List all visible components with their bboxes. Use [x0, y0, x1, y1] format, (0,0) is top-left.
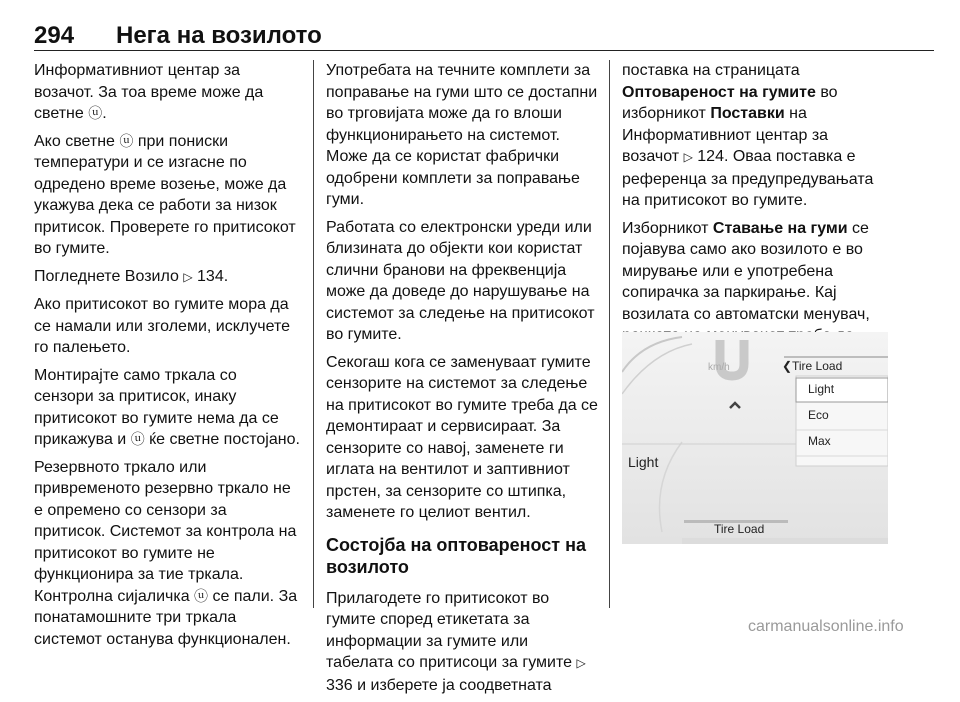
paragraph: Резервното тркало или привременото резервно тркало не е опремено со сензори за притисок. Системот за контрола на притисокот во гумите не функционира за тие тркала. Контролна сијаличка ⓤ се пали. За понатамошните три тркала системот останува функционален.	[34, 458, 298, 648]
tire-pressure-warning-icon: ⓤ	[130, 431, 145, 447]
column-3	[622, 60, 888, 374]
back-arrow-icon[interactable]: ❮	[782, 359, 793, 373]
tire-pressure-warning-icon: ⓤ	[119, 132, 134, 149]
tire-pressure-warning-icon: ⓤ	[88, 105, 103, 121]
page-reference[interactable]: 336	[326, 676, 353, 694]
option-max[interactable]: Max	[808, 434, 831, 448]
watermark: carmanualsonline.info	[748, 618, 904, 635]
paragraph: Погледнете Возило ▷ 134.	[34, 267, 229, 285]
footer-label: Tire Load	[714, 522, 765, 536]
menu-name: Оптовареност на гумите	[622, 83, 816, 101]
paragraph: поставка на страницата Оптовареност на гумите во изборникот Поставки на Информативниот центар за возачот ▷ 124. Оваа поставка е референца за предупредувањата на притисокот во гумите.	[622, 62, 874, 209]
paragraph: Монтирајте само тркала со сензори за притисок, инаку притисокот во гумите нема да се прикажува и ⓤ ќе светне постојано.	[34, 366, 300, 448]
tire-pressure-warning-icon: ⓤ	[194, 587, 209, 604]
menu-title: Tire Load	[792, 359, 843, 373]
column-2	[326, 60, 598, 702]
paragraph: Работата со електронски уреди или близината до објекти кои користат слични бранови на фреквенција може да доведе до нарушување на системот за следење на притисокот во гумите.	[326, 218, 595, 343]
column-1	[34, 60, 300, 656]
speed-unit-label: km/h	[708, 362, 730, 373]
paragraph: Информативниот центар за возачот. За тоа време може да светне ⓤ.	[34, 62, 264, 122]
paragraph: Секогаш кога се заменуваат гумите сензорите на системот за следење на притисокот во гумите треба да се демонтираат и сервисираат. За сензорите со навој, заменете ги иглата на вентилот и заптивниот прстен, за сензорите со штипка, заменете го целиот вентил.	[326, 353, 598, 521]
option-eco[interactable]: Eco	[808, 408, 829, 422]
paragraph: Ако притисокот во гумите мора да се намали или зголеми, исклучете го палењето.	[34, 296, 290, 356]
display-graphic	[622, 332, 888, 544]
menu-name: Ставање на гуми	[712, 219, 848, 237]
paragraph: Употребата на течните комплети за поправање на гуми што се достапни во трговијата може да го влоши функционирањето на системот. Може да се користат фабрички одобрени комплети за поправање гуми.	[326, 62, 598, 208]
page-title: Нега на возилото	[116, 22, 322, 49]
paragraph: Изборникот Ставање на гуми се појавува само ако возилото е во мирување или е употребена сопирачка за паркирање. Кај возилата со автоматски менувач,	[622, 218, 888, 369]
column-divider	[313, 60, 314, 608]
page-number: 294	[34, 22, 75, 49]
reference-arrow-icon: ▷	[183, 269, 193, 284]
reference-arrow-icon: ▷	[683, 150, 693, 164]
page-header	[34, 22, 934, 50]
section-heading: Состојба на оптовареност на возилото	[326, 534, 586, 577]
page-reference[interactable]: 134	[197, 267, 224, 285]
paragraph: Ако светне ⓤ при пониски температури и се изгасне по одредено време возење, може да укажува дека се работи за низок притисок. Проверете го притисокот во гумите.	[34, 132, 296, 257]
column-divider	[609, 60, 610, 608]
paragraph: Прилагодете го притисокот во гумите според етикетата за информации за гумите или табелата со притисоци за гумите ▷ 336 и изберете ја соодветната	[326, 589, 586, 694]
reference-arrow-icon: ▷	[576, 656, 586, 670]
current-setting-label: Light	[628, 454, 659, 470]
page-reference[interactable]: 124	[697, 148, 724, 165]
instrument-display-image	[622, 332, 888, 544]
option-light[interactable]: Light	[808, 382, 835, 396]
header-divider	[34, 50, 934, 51]
menu-name: Поставки	[710, 105, 785, 122]
